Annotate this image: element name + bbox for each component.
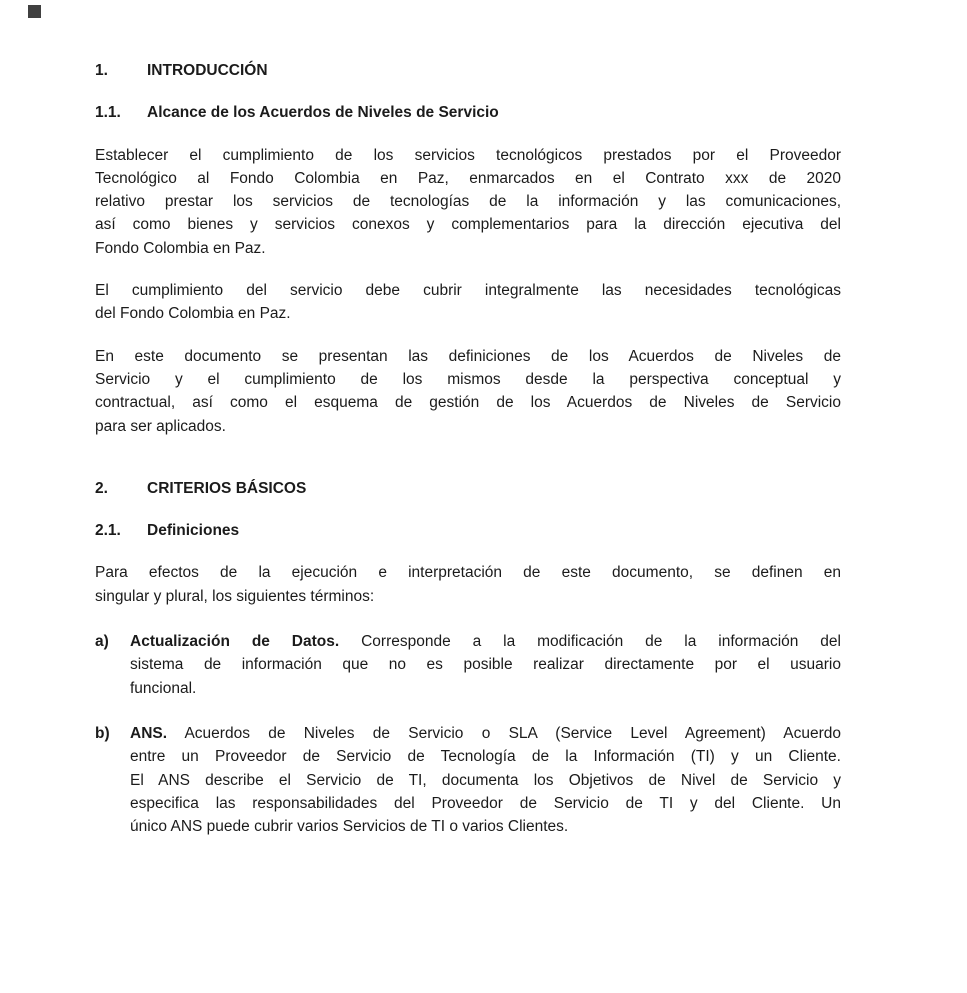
paragraph-line: del Fondo Colombia en Paz.	[95, 305, 291, 323]
paragraph-line: Servicio y el cumplimiento de los mismos desde la perspectiva conceptual y	[95, 370, 841, 388]
list-item-line: entre un Proveedor de Servicio de Tecnología de la Información (TI) y un Cliente.	[130, 748, 841, 766]
paragraph	[95, 144, 841, 260]
page-corner-mark	[28, 5, 41, 18]
heading-number: 1.1.	[95, 104, 121, 122]
list-item-marker: b)	[95, 724, 110, 742]
term-lead: ANS.	[130, 724, 168, 742]
section-heading	[95, 477, 841, 500]
paragraph-line: contractual, así como el esquema de gestión de los Acuerdos de Niveles de Servicio	[95, 394, 841, 412]
paragraph-line: Establecer el cumplimiento de los servicios tecnológicos prestados por el Proveedor	[95, 146, 841, 164]
heading-number: 2.	[95, 479, 108, 497]
paragraph	[95, 561, 841, 608]
term-definition-start: Acuerdos de Niveles de Servicio o SLA (Service Level Agreement) Acuerdo	[167, 724, 841, 742]
list-item-marker: a)	[95, 633, 109, 651]
term-definition-start: Corresponde a la modificación de la información del	[339, 633, 841, 651]
list-item-line: especifica las responsabilidades del Proveedor de Servicio de TI y del Cliente. Un	[130, 794, 841, 812]
heading-title: Definiciones	[147, 522, 240, 540]
term-lead: Actualización de Datos.	[130, 633, 340, 651]
list-item-line: único ANS puede cubrir varios Servicios de TI o varios Clientes.	[130, 818, 569, 836]
paragraph-line: relativo prestar los servicios de tecnologías de la información y las comunicaciones,	[95, 193, 841, 211]
list-item-line: funcional.	[130, 679, 197, 697]
section-heading	[95, 519, 841, 542]
paragraph-line: Tecnológico al Fondo Colombia en Paz, enmarcados en el Contrato xxx de 2020	[95, 169, 841, 187]
heading-title: INTRODUCCIÓN	[147, 62, 268, 79]
list-item-body	[130, 630, 841, 700]
heading-number: 1.	[95, 62, 108, 79]
paragraph-line: así como bienes y servicios conexos y complementarios para la dirección ejecutiva del	[95, 216, 841, 234]
list-item-body	[130, 722, 841, 838]
heading-title: Alcance de los Acuerdos de Niveles de Servicio	[147, 104, 499, 122]
paragraph-line: En este documento se presentan las definiciones de los Acuerdos de Niveles de	[95, 347, 841, 365]
paragraph	[95, 345, 841, 438]
section-heading	[95, 101, 841, 124]
list-item-line	[130, 722, 841, 745]
paragraph-line: Para efectos de la ejecución e interpretación de este documento, se definen en	[95, 564, 841, 582]
paragraph-line: El cumplimiento del servicio debe cubrir integralmente las necesidades tecnológicas	[95, 282, 841, 300]
paragraph-line: para ser aplicados.	[95, 417, 226, 435]
paragraph-line: singular y plural, los siguientes términos:	[95, 587, 375, 605]
section-heading	[95, 59, 841, 82]
paragraph-line: Fondo Colombia en Paz.	[95, 239, 266, 257]
list-item-line: sistema de información que no es posible realizar directamente por el usuario	[130, 656, 841, 674]
list-item-line	[130, 630, 841, 653]
paragraph	[95, 279, 841, 326]
heading-number: 2.1.	[95, 522, 121, 540]
document-content	[95, 59, 841, 838]
list-item	[95, 630, 841, 700]
list-item	[95, 722, 841, 838]
list-item-line: El ANS describe el Servicio de TI, documenta los Objetivos de Nivel de Servicio y	[130, 771, 841, 789]
heading-title: CRITERIOS BÁSICOS	[147, 479, 307, 497]
